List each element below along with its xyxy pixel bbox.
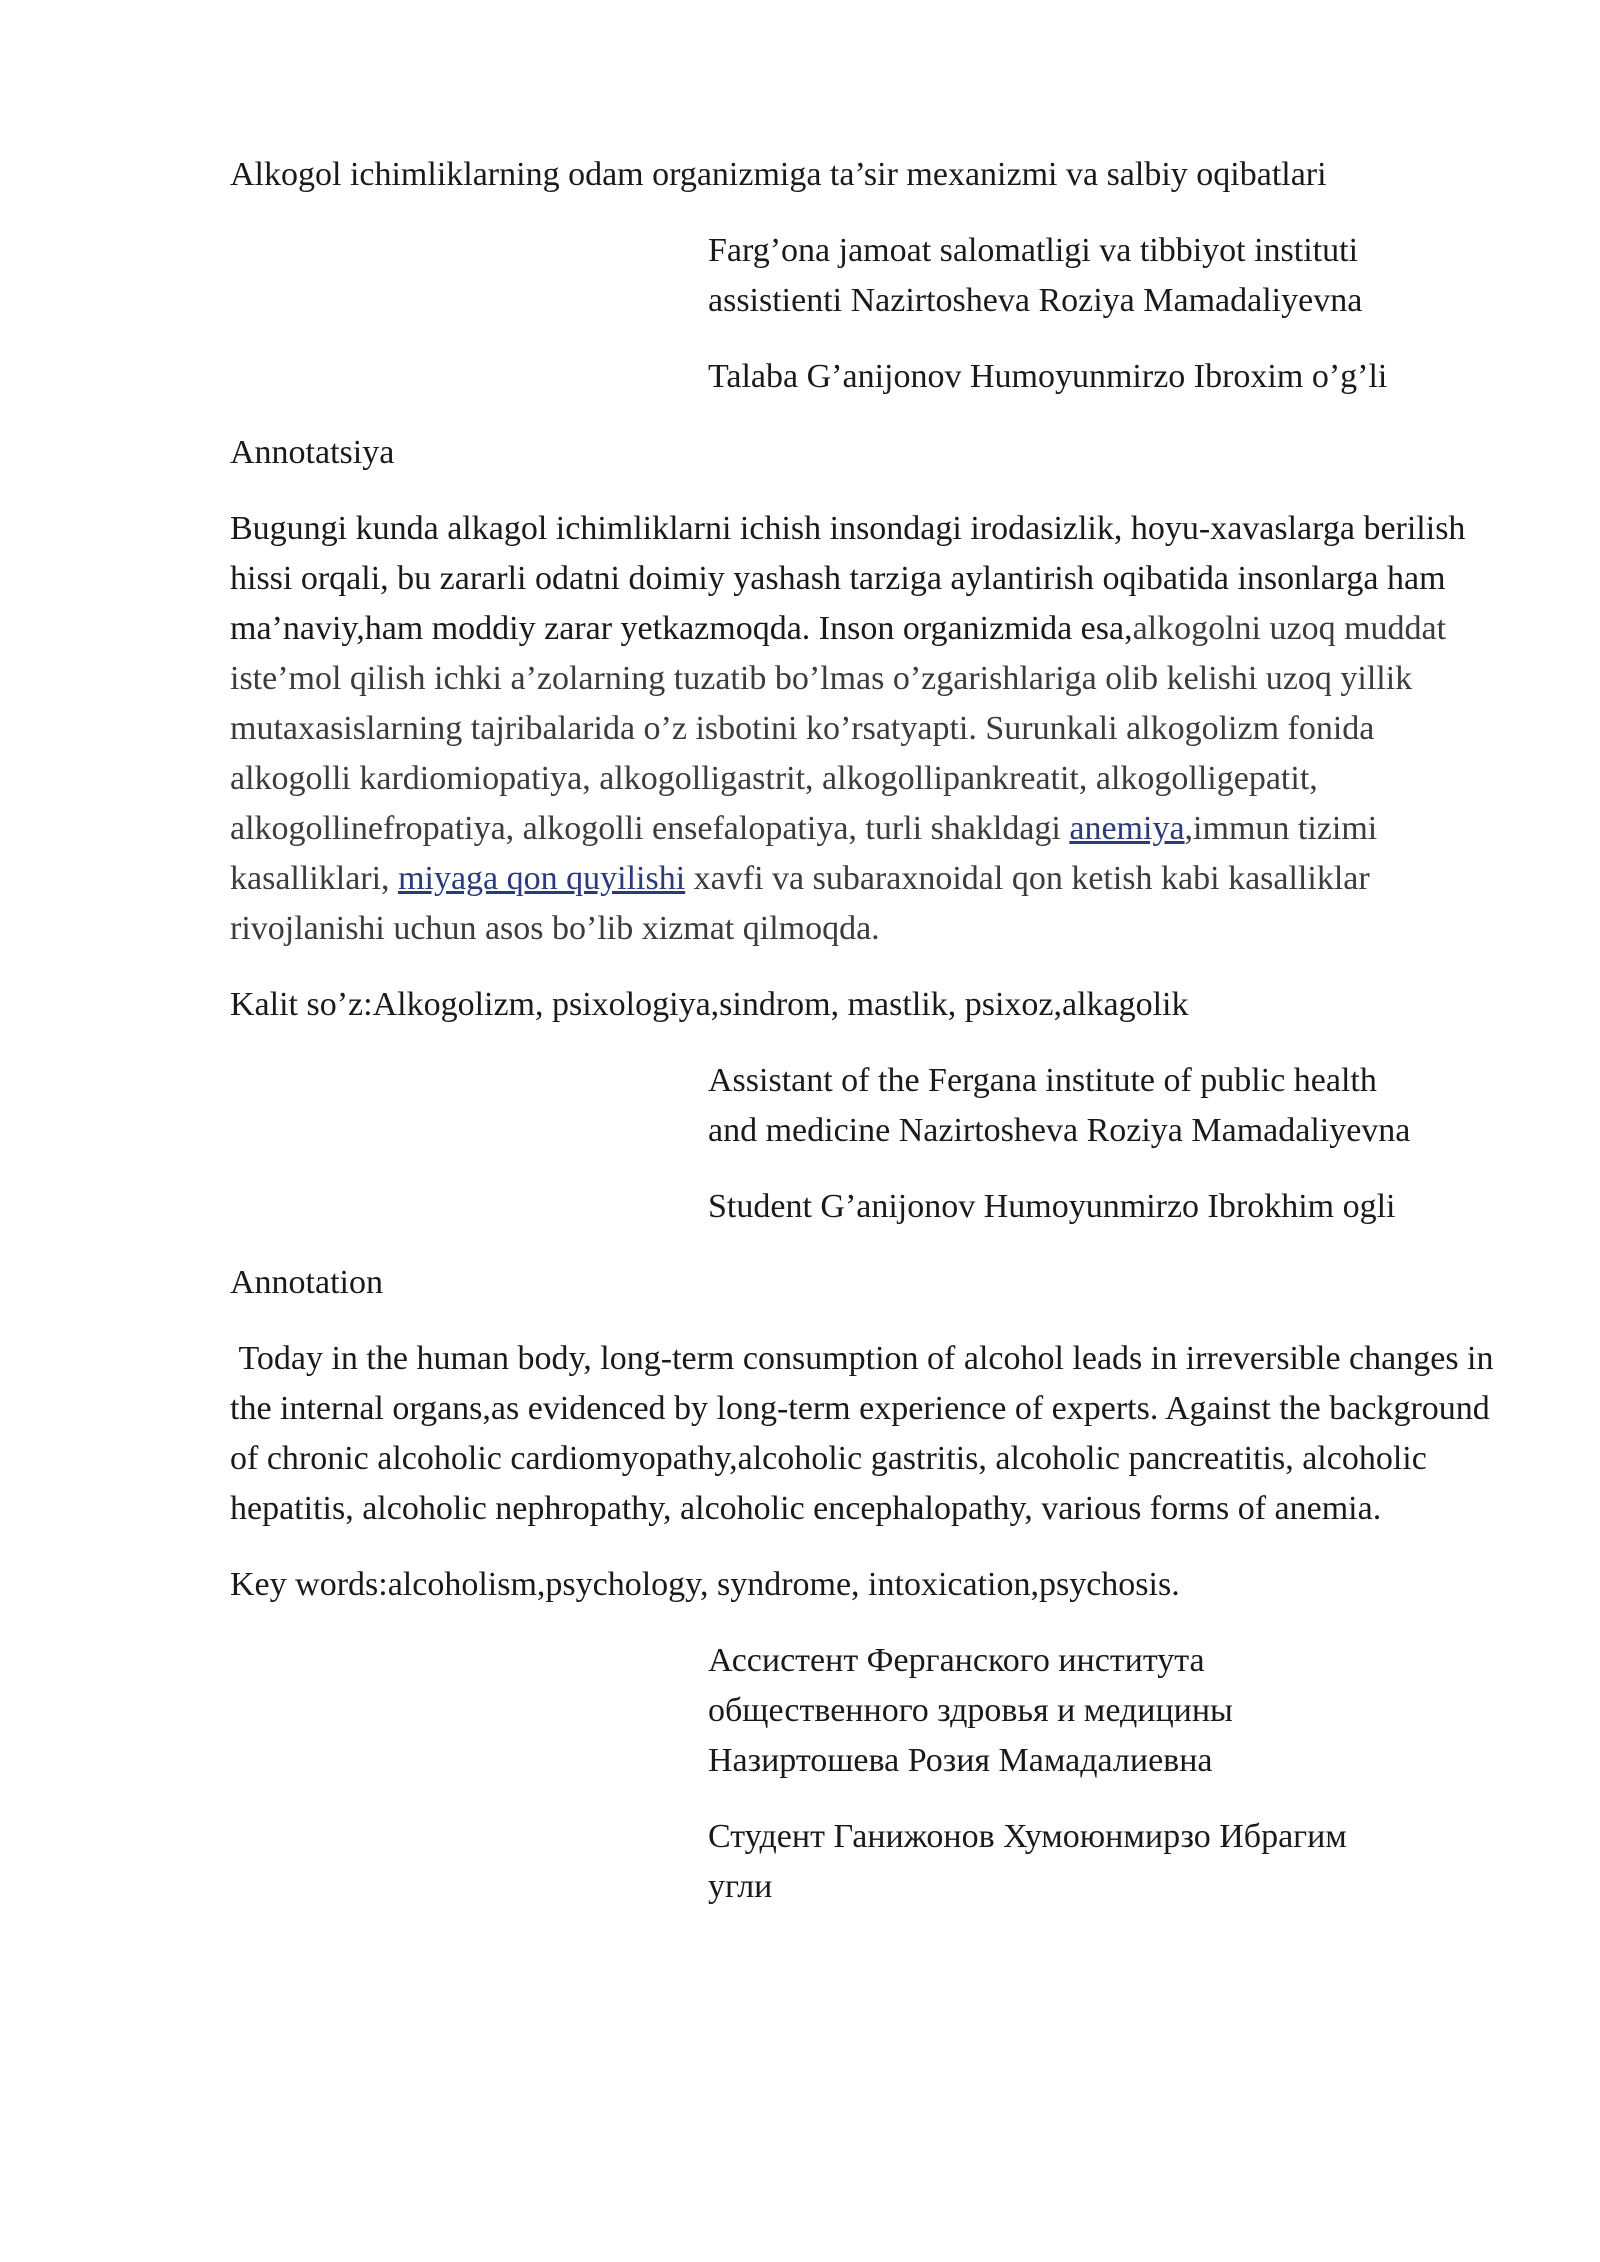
ru-author1-line3: Назиртошева Розия Мамадалиевна — [708, 1742, 1213, 1779]
document-page — [230, 150, 1507, 1912]
en-author1-line1: Assistant of the Fergana institute of public health — [708, 1062, 1377, 1099]
miyaga-qon-quyilishi-link[interactable]: miyaga qon quyilishi — [398, 860, 686, 897]
uz-text-part2: alkogolni uzoq muddat iste’mol qilish ichki a’zolarning tuzatib bo’lmas o’zgarishlariga olib kelishi uzoq yillik mutaxasislarning tajribalarida o’z isbotini ko’rsatyapti. Surunkali alkogolizm fonida alkogolli kardiomiopatiya, alkogolligastrit, alkogollipankreatit, alkogolligepatit, alkogollinefropatiya, alkogolli ensefalopatiya, turli shakldagi — [230, 610, 1447, 847]
en-author-affiliation — [708, 1056, 1500, 1156]
uz-text-part3: ,immun tizimi kasalliklari, — [230, 810, 1378, 897]
uz-author1-line1: Farg’ona jamoat salomatligi va tibbiyot instituti — [708, 232, 1359, 269]
en-annotation-text: Today in the human body, long-term consumption of alcohol leads in irreversible changes in the internal organs,as evidenced by long-term experience of experts. Against the background of chronic alcoholic cardiomyopathy,alcoholic gastritis, alcoholic pancreatitis, alcoholic hepatitis, alcoholic nephropathy, alcoholic encephalopathy, various forms of anemia. — [230, 1340, 1507, 1527]
en-annotation-heading: Annotation — [230, 1264, 383, 1301]
ru-author2-line2: угли — [708, 1868, 773, 1905]
en-keywords: Key words:alcoholism,psychology, syndrome, intoxication,psychosis. — [230, 1566, 1180, 1603]
uz-text-part4: xavfi va subaraxnoidal qon ketish kabi kasalliklar rivojlanishi uchun asos bo’lib xizmat qilmoqda. — [230, 860, 1370, 947]
ru-author1-line2: общественного здровья и медицины — [708, 1692, 1233, 1729]
uz-author-affiliation — [708, 226, 1500, 326]
uz-student-author: Talaba G’anijonov Humoyunmirzo Ibroxim o’g’li — [708, 358, 1388, 395]
en-student-author: Student G’anijonov Humoyunmirzo Ibrokhim ogli — [708, 1188, 1396, 1225]
en-author1-line2: and medicine Nazirtosheva Roziya Mamadaliyevna — [708, 1112, 1411, 1149]
uz-keywords: Kalit so’z:Alkogolizm, psixologiya,sindrom, mastlik, psixoz,alkagolik — [230, 986, 1189, 1023]
uz-annotation-heading: Annotatsiya — [230, 434, 395, 471]
article-title: Alkogol ichimliklarning odam organizmiga ta’sir mexanizmi va salbiy oqibatlari — [230, 156, 1327, 193]
ru-student-author — [708, 1812, 1500, 1912]
ru-author-affiliation — [708, 1636, 1500, 1786]
uz-annotation-text — [230, 504, 1500, 954]
ru-author1-line1: Ассистент Ферганского института — [708, 1642, 1205, 1679]
uz-text-part1: Bugungi kunda alkagol ichimliklarni ichish insondagi irodasizlik, hoyu-xavaslarga berilish hissi orqali, bu zararli odatni doimiy yashash tarziga aylantirish oqibatida insonlarga ham ma’naviy,ham moddiy zarar yetkazmoqda. Inson organizmida esa, — [230, 510, 1466, 647]
anemiya-link[interactable]: anemiya — [1069, 810, 1185, 847]
uz-author1-line2: assistienti Nazirtosheva Roziya Mamadaliyevna — [708, 282, 1363, 319]
ru-author2-line1: Студент Ганижонов Хумоюнмирзо Ибрагим — [708, 1818, 1347, 1855]
